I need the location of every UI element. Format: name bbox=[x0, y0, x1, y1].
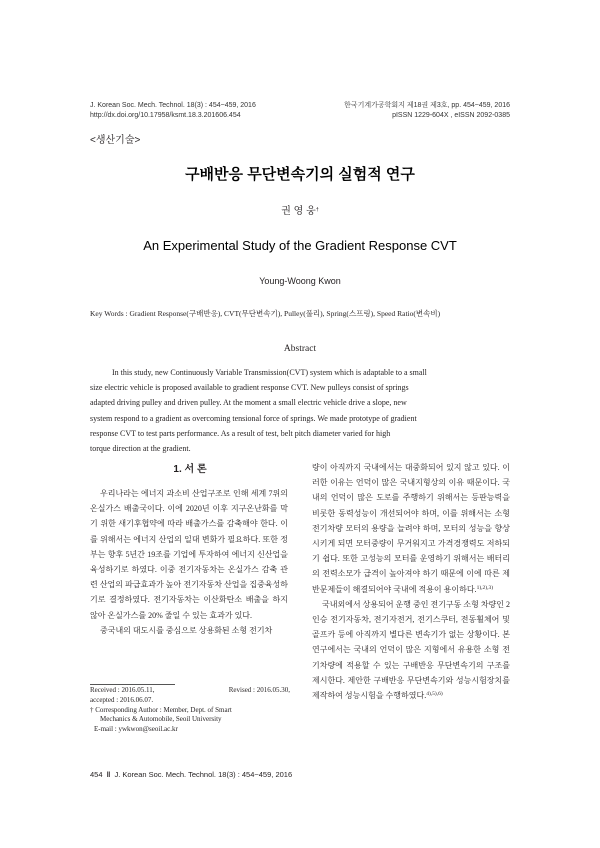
intro-paragraph-2: 중국내의 대도시를 중심으로 상용화된 소형 전기차 bbox=[100, 625, 273, 635]
doi-link[interactable]: http://dx.doi.org/10.17958/ksmt.18.3.201606.454 bbox=[90, 112, 241, 119]
section-tag: <생산기술> bbox=[90, 135, 141, 146]
abstract-line: torque direction at the gradient. bbox=[90, 444, 191, 454]
author-english: Young-Woong Kwon bbox=[259, 276, 341, 286]
corresponding-author: † Corresponding Author : Member, Dept. of Smart bbox=[90, 705, 232, 714]
header-left bbox=[90, 101, 256, 121]
intro-paragraph-4-text: 국내외에서 상용되어 운행 중인 전기구동 소형 차량인 2인승 전기자동차, 전기자전거, 전기스쿠터, 전동휠체어 및 골프카 등에 아직까지 별다른 변속기가 없는 상황이다. 본 연구에서는 국내의 언덕이 많은 지형에서 유용한 소형 전기차량에 적용할 수 있는 구배반응 무단변속기의 구조를 제시한다. 제안한 구배반응 무단변속기와 성능시험장치를 제작하여 성능시험을 수행하였다. bbox=[312, 599, 511, 701]
journal-issue: 한국기계가공학회지 제18권 제3호, pp. 454~459, 2016 bbox=[344, 102, 510, 109]
abstract-line: system respond to a gradient as overcoming tensional force of springs. We made prototype of gradient bbox=[90, 413, 417, 423]
journal-citation: J. Korean Soc. Mech. Technol. 18(3) : 454~459, 2016 bbox=[90, 102, 256, 109]
title-korean: 구배반응 무단변속기의 실험적 연구 bbox=[185, 166, 415, 183]
intro-paragraph-3 bbox=[312, 460, 510, 597]
abstract-line: size electric vehicle is proposed available to gradient response CVT. New pulleys consist of springs bbox=[90, 383, 409, 393]
abstract-heading: Abstract bbox=[283, 344, 317, 354]
section-1-heading: 1. 서 론 bbox=[173, 464, 207, 475]
author-email[interactable]: E-mail : ywkwon@seoil.ac.kr bbox=[94, 725, 178, 734]
footer-separator: ‖ bbox=[106, 770, 111, 779]
revised-date: Revised : 2016.05.30, bbox=[228, 686, 290, 694]
footnote-dates bbox=[90, 686, 290, 696]
issn: pISSN 1229-604X , eISSN 2092-0385 bbox=[392, 112, 510, 119]
keywords-list: Gradient Response(구배반응), CVT(무단변속기), Pulley(풀리), Spring(스프링), Speed Ratio(변속비) bbox=[129, 309, 441, 318]
abstract-line: response CVT to test parts performance. As a result of test, belt pitch diameter varied for high bbox=[90, 428, 391, 438]
footnote-rule bbox=[90, 684, 175, 685]
abstract-body bbox=[90, 365, 514, 456]
right-column bbox=[312, 460, 510, 703]
intro-paragraph-1: 우리나라는 에너지 과소비 산업구조로 인해 세계 7위의 온실가스 배출국이다. 이에 2020년 이후 지구온난화를 막기 위한 새기후협약에 따라 배출가스를 감축해야 한다. 이를 위해서는 에너지 산업의 일대 변화가 필요하다. 또한 정부는 향후 5년간 19조를 기업에 투자하여 에너지 신산업을 육성하기로 하였다. 이중 전기자동차는 온실가스 감축 관련 산업의 파급효과가 높아 전기자동차 산업을 집중육성하기로 결정하였다. 전기자동차는 이산화탄소 배출을 하지 않아 온실가스를 20% 줄일 수 있는 효과가 있다. bbox=[90, 489, 288, 620]
footnote bbox=[90, 686, 290, 735]
intro-paragraph-4 bbox=[312, 597, 510, 703]
reference-marker-1[interactable]: 1),2),3) bbox=[476, 584, 494, 591]
footer-citation: J. Korean Soc. Mech. Technol. 18(3) : 454~459, 2016 bbox=[114, 770, 293, 779]
keywords-line bbox=[90, 308, 530, 319]
intro-paragraph-3-text: 량이 아직까지 국내에서는 대중화되어 있지 않고 있다. 이러한 이유는 언덕이 많은 국내지형상의 이유 때문이다. 국내의 언덕이 많은 도로를 주행하기 위해서는 등판능력을 비롯한 동력성능이 개선되어야 하며, 이를 위해서는 소형 전기차량 모터의 용량을 늘려야 하며, 모터의 성능을 향상시키게 되면 모터중량이 무거워지고 가격경쟁력도 저하되기 쉽다. 또한 고성능의 모터를 운영하기 위해서는 배터리의 전력소모가 급격이 높아져야 하기 때문에 이에 따른 제반문제들이 해결되어야 국내에 적용이 용이하다. bbox=[312, 463, 510, 594]
page-number: 454 bbox=[90, 770, 103, 779]
accepted-date: accepted : 2016.06.07. bbox=[90, 695, 154, 704]
author-affiliation: Mechanics & Automobile, Seoil University bbox=[100, 715, 222, 724]
page-footer bbox=[90, 770, 292, 779]
title-english: An Experimental Study of the Gradient Response CVT bbox=[143, 238, 457, 253]
left-column bbox=[90, 486, 288, 638]
reference-marker-2[interactable]: 4),5),6) bbox=[426, 691, 443, 698]
abstract-line: In this study, new Continuously Variable Transmission(CVT) system which is adaptable to a small bbox=[112, 368, 427, 377]
author-korean bbox=[0, 202, 600, 217]
header-right bbox=[344, 101, 510, 121]
author-korean-name: 권 영 웅 bbox=[281, 206, 316, 217]
abstract-line: adapted driving pulley and driven pulley. At the moment a small electric vehicle drive a slope, new bbox=[90, 398, 407, 408]
received-date: Received : 2016.05.11, bbox=[90, 686, 155, 694]
corresponding-mark: † bbox=[315, 207, 319, 213]
keywords-label: Key Words : bbox=[90, 309, 128, 318]
